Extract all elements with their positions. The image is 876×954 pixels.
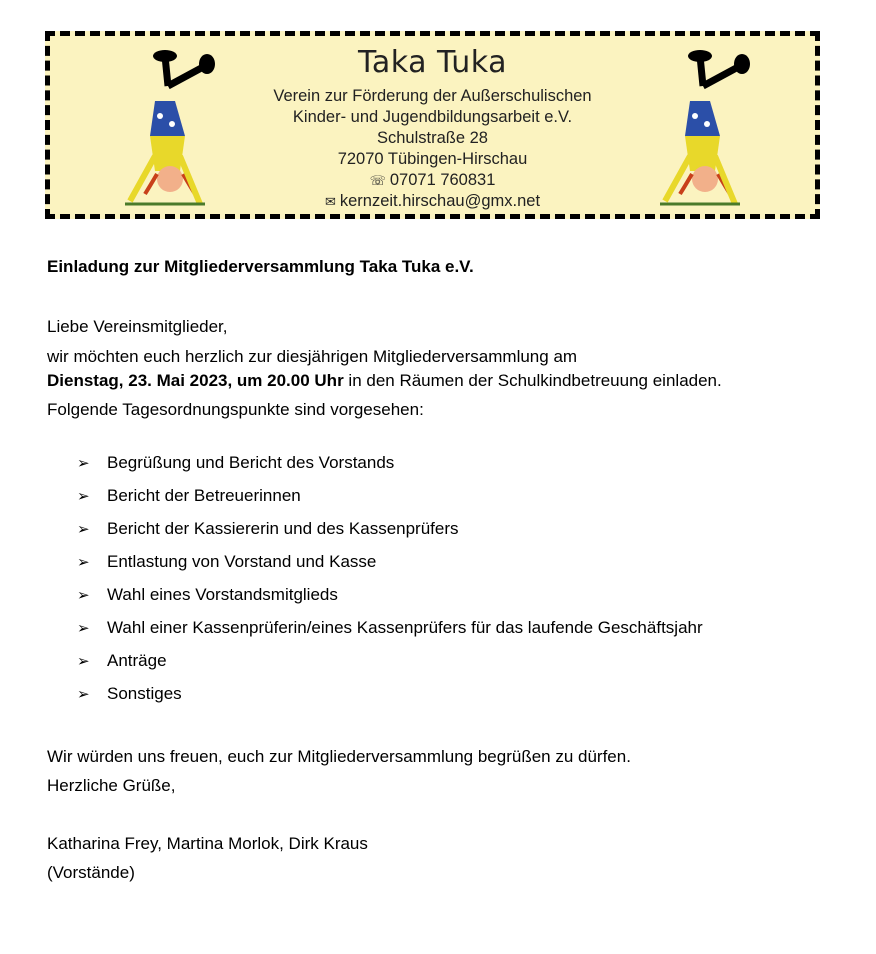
agenda-item: ➢ Bericht der Betreuerinnen (77, 486, 301, 505)
letter-heading: Einladung zur Mitgliederversammlung Taka Tuka e.V. (47, 257, 474, 276)
letterhead (45, 31, 820, 219)
agenda-intro: Folgende Tagesordnungspunkte sind vorgesehen: (47, 400, 424, 419)
signatory-role: (Vorstände) (47, 863, 135, 882)
arrow-bullet-icon: ➢ (77, 521, 90, 538)
meeting-date: Dienstag, 23. Mai 2023, um 20.00 Uhr (47, 371, 344, 390)
arrow-bullet-icon: ➢ (77, 620, 90, 637)
arrow-bullet-icon: ➢ (77, 455, 90, 472)
arrow-bullet-icon: ➢ (77, 653, 90, 670)
agenda-item: ➢ Entlastung von Vorstand und Kasse (77, 552, 377, 571)
meeting-location: in den Räumen der Schulkindbetreuung einladen. (343, 371, 722, 390)
agenda-item: ➢ Sonstiges (77, 684, 182, 703)
greeting: Herzliche Grüße, (47, 776, 176, 795)
agenda-item: ➢ Wahl eines Vorstandsmitglieds (77, 585, 338, 604)
letterhead-line: Verein zur Förderung der Außerschulischen (273, 87, 592, 105)
letterhead-email: ✉ kernzeit.hirschau@gmx.net (324, 192, 541, 210)
agenda-item: ➢ Begrüßung und Bericht des Vorstands (77, 453, 395, 472)
signatures: Katharina Frey, Martina Morlok, Dirk Kraus (47, 834, 368, 853)
letterhead-line: Kinder- und Jugendbildungsarbeit e.V. (292, 108, 573, 126)
intro-text: wir möchten euch herzlich zur diesjährigen Mitgliederversammlung am (47, 347, 578, 366)
letterhead-address-street: Schulstraße 28 (377, 129, 488, 147)
salutation: Liebe Vereinsmitglieder, (47, 317, 228, 336)
letterhead-phone: ☏ 07071 760831 (369, 171, 496, 189)
arrow-bullet-icon: ➢ (77, 686, 90, 703)
closing-text: Wir würden uns freuen, euch zur Mitgliederversammlung begrüßen zu dürfen. (47, 747, 631, 766)
arrow-bullet-icon: ➢ (77, 587, 90, 604)
telephone-icon: ☏ (369, 173, 386, 188)
meeting-date-line (47, 371, 722, 391)
agenda-item: ➢ Anträge (77, 651, 167, 670)
agenda-list (77, 453, 703, 717)
mail-icon: ✉ (324, 194, 336, 209)
letterhead-address-city: 72070 Tübingen-Hirschau (337, 150, 528, 168)
agenda-item: ➢ Wahl einer Kassenprüferin/eines Kassenprüfers für das laufende Geschäftsjahr (77, 618, 703, 637)
agenda-item: ➢ Bericht der Kassiererin und des Kassenprüfers (77, 519, 459, 538)
arrow-bullet-icon: ➢ (77, 554, 90, 571)
arrow-bullet-icon: ➢ (77, 488, 90, 505)
letterhead-title: Taka Tuka (357, 45, 508, 80)
